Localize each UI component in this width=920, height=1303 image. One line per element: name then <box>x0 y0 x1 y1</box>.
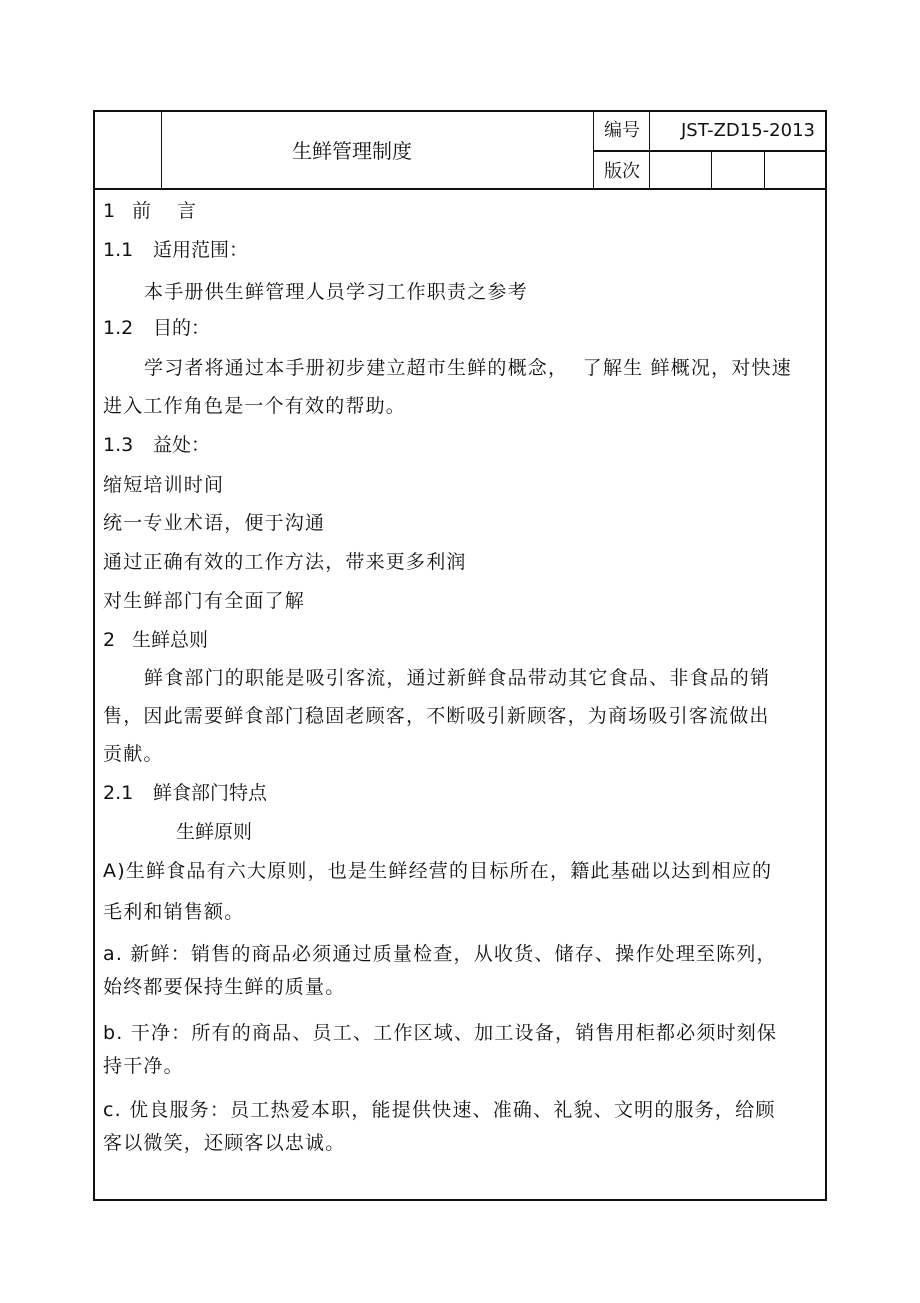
code-value: JST-ZD15-2013 <box>681 120 815 141</box>
principles-heading: 生鲜原则 <box>176 821 253 843</box>
section-2-1-number: 2.1 <box>103 782 134 804</box>
principle-fresh-line-1: a. 新鲜：销售的商品必须通过质量检查，从收货、储存、操作处理至陈列， <box>103 943 777 965</box>
principle-a-intro-line-2: 毛利和销售额。 <box>103 901 245 923</box>
section-1-number: 1 <box>103 200 116 222</box>
code-label: 编号 <box>604 120 640 141</box>
section-1-1-number: 1.1 <box>103 239 134 261</box>
version-cell-divider-1 <box>711 151 712 189</box>
section-1-3-title: 益处： <box>153 434 211 456</box>
section-2-line-2: 售，因此需要鲜食部门稳固老顾客，不断吸引新顾客，为商场吸引客流做出 <box>103 705 770 727</box>
principle-clean-line-1: b. 干净：所有的商品、员工、工作区域、加工设备，销售用柜都必须时刻保 <box>103 1022 778 1044</box>
principle-a-intro-line-1: A)生鲜食品有六大原则，也是生鲜经营的目标所在，籍此基础以达到相应的 <box>103 860 773 882</box>
benefit-item: 对生鲜部门有全面了解 <box>103 590 306 612</box>
section-1-2-number: 1.2 <box>103 317 134 339</box>
section-1-1-text: 本手册供生鲜管理人员学习工作职责之参考 <box>144 281 528 303</box>
principle-clean-line-2: 持干净。 <box>103 1055 184 1077</box>
header-middle-line <box>593 150 826 152</box>
header-bottom-line <box>93 188 827 190</box>
section-1-title: 前 言 <box>132 200 197 222</box>
section-1-2-line-1: 学习者将通过本手册初步建立超市生鲜的概念， 了解生 鲜概况，对快速 <box>144 357 792 379</box>
section-1-2-title: 目的： <box>153 317 211 339</box>
section-1-3-number: 1.3 <box>103 434 134 456</box>
principle-fresh-line-2: 始终都要保持生鲜的质量。 <box>103 976 346 998</box>
section-1-2-line-2: 进入工作角色是一个有效的帮助。 <box>103 395 407 417</box>
benefit-item: 统一专业术语，便于沟通 <box>103 512 326 534</box>
section-1-1-title: 适用范围： <box>153 239 249 261</box>
header-divider-left <box>161 110 162 189</box>
version-label: 版次 <box>604 161 640 182</box>
document-title: 生鲜管理制度 <box>292 139 412 163</box>
section-2-1-title: 鲜食部门特点 <box>153 782 268 804</box>
section-2-line-1: 鲜食部门的职能是吸引客流，通过新鲜食品带动其它食品、非食品的销 <box>144 667 771 689</box>
benefit-item: 通过正确有效的工作方法，带来更多利润 <box>103 551 467 573</box>
principle-service-line-2: 客以微笑，还顾客以忠诚。 <box>103 1132 346 1154</box>
benefit-item: 缩短培训时间 <box>103 474 225 496</box>
version-cell-divider-2 <box>764 151 765 189</box>
section-2-number: 2 <box>103 629 116 651</box>
principle-service-line-1: c. 优良服务：员工热爱本职，能提供快速、准确、礼貌、文明的服务，给顾 <box>103 1099 776 1121</box>
section-2-title: 生鲜总则 <box>132 629 209 651</box>
section-2-line-3: 贡献。 <box>103 743 164 765</box>
